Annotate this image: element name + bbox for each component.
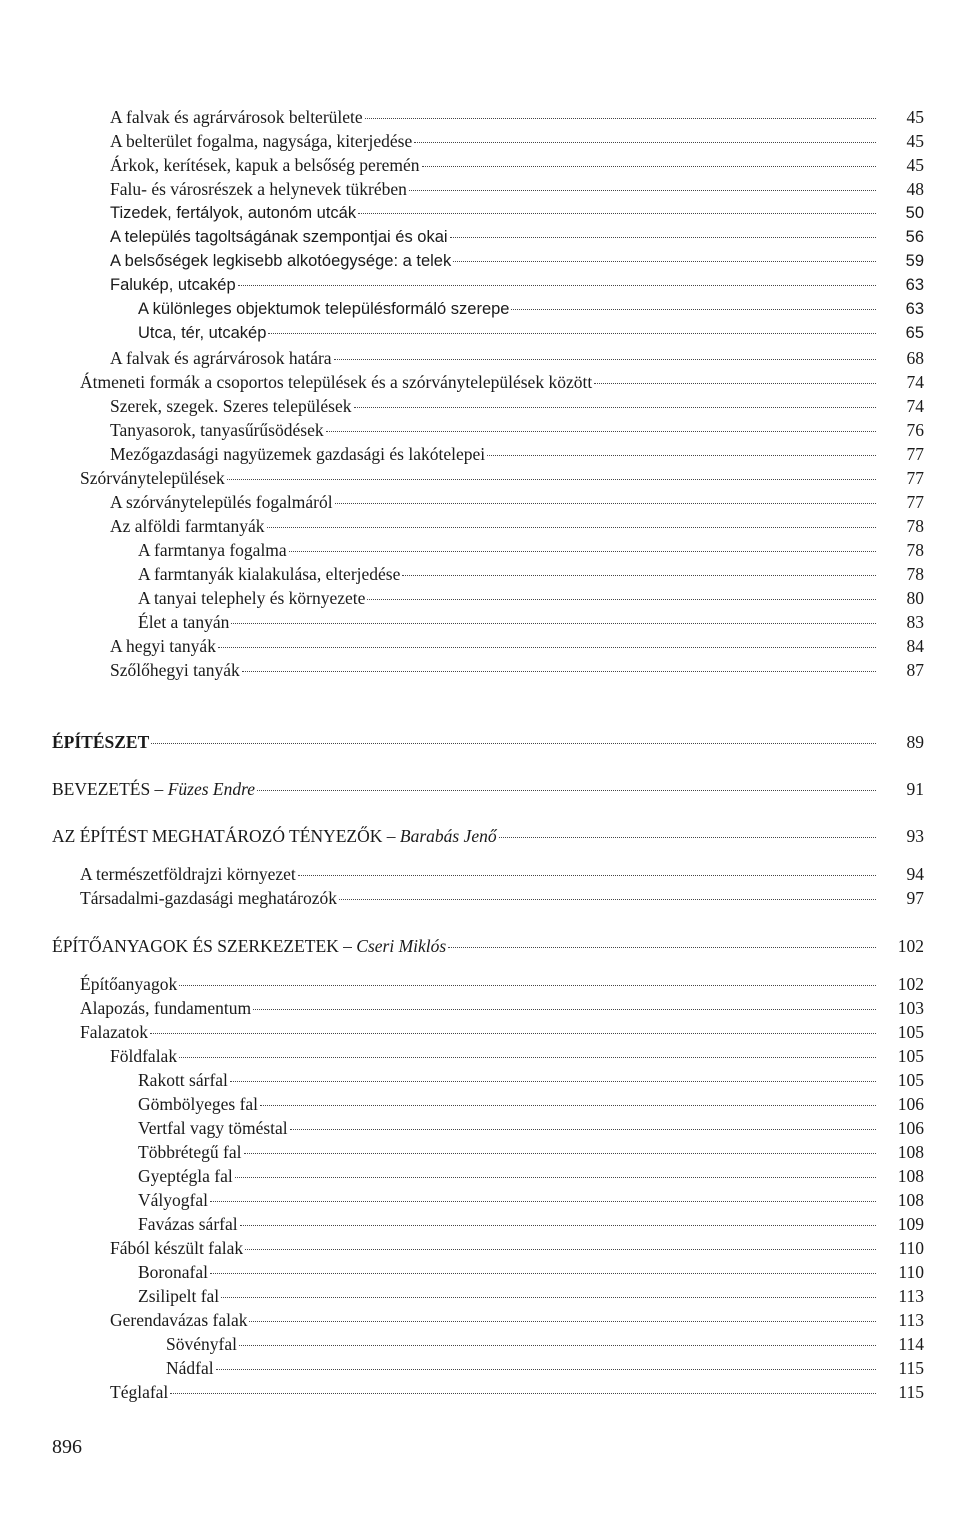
dot-leader <box>267 526 876 528</box>
toc-entry-page: 102 <box>897 936 924 956</box>
toc-entry-title <box>138 1117 288 1139</box>
toc-entry-page: 50 <box>905 204 924 222</box>
toc-entry <box>52 825 924 847</box>
toc-entry <box>80 371 924 393</box>
toc-entry-title <box>110 1045 177 1067</box>
toc-entry-title <box>110 347 332 369</box>
toc-entry <box>138 587 924 609</box>
dot-leader <box>448 946 876 948</box>
toc-entry-page: 108 <box>897 1166 924 1186</box>
dot-leader <box>210 1200 876 1202</box>
dot-leader <box>257 789 876 791</box>
toc-entry-label: Élet a tanyán <box>138 612 230 632</box>
toc-entry <box>110 106 924 128</box>
toc-entry-page: 65 <box>905 324 924 342</box>
toc-entry-label: Utca, tér, utcakép <box>138 324 267 342</box>
toc-entry-label: Alapozás, fundamentum <box>80 998 252 1018</box>
toc-entry-label: Boronafal <box>138 1262 208 1282</box>
toc-entry <box>166 1357 924 1379</box>
toc-entry-page: 80 <box>906 588 924 608</box>
toc-entry-label: A természetföldrajzi környezet <box>80 864 296 884</box>
toc-entry-title <box>110 515 265 537</box>
toc-entry <box>110 1045 924 1067</box>
dot-leader <box>242 670 876 672</box>
toc-entry <box>110 443 924 465</box>
toc-entry-page: 102 <box>897 974 924 994</box>
toc-entry-title <box>138 1213 238 1235</box>
toc-entry-page: 93 <box>906 826 924 846</box>
toc-entry-page: 105 <box>897 1022 924 1042</box>
toc-entry-title <box>138 322 266 344</box>
toc-entry-title <box>80 863 296 885</box>
toc-entry-title <box>110 635 216 657</box>
toc-entry-page: 48 <box>906 179 924 199</box>
toc-entry-title <box>110 274 236 296</box>
toc-entry-title <box>110 178 407 200</box>
toc-entry-label: Falukép, utcakép <box>110 276 236 294</box>
toc-entry-title <box>110 106 363 128</box>
dot-leader <box>210 1272 876 1274</box>
toc-entry-title <box>110 202 356 224</box>
toc-entry-page: 115 <box>898 1382 924 1402</box>
toc-entry-label: Földfalak <box>110 1046 178 1066</box>
dot-leader <box>238 284 876 286</box>
dot-leader <box>298 874 876 876</box>
toc-entry-page: 77 <box>906 468 924 488</box>
toc-entry <box>138 1261 924 1283</box>
toc-entry <box>110 250 924 272</box>
toc-entry-title <box>138 539 287 561</box>
toc-entry-label: Mezőgazdasági nagyüzemek gazdasági és lakótelepei <box>110 444 486 464</box>
toc-entry-page: 74 <box>906 372 924 392</box>
toc-entry-page: 78 <box>906 540 924 560</box>
toc-entry-label: Fából készült falak <box>110 1238 244 1258</box>
toc-entry <box>110 130 924 152</box>
toc-entry <box>110 274 924 296</box>
toc-entry-label: Gerendavázas falak <box>110 1310 248 1330</box>
toc-entry-label: A tanyai telephely és környezete <box>138 588 366 608</box>
toc-entry-label: Vályogfal <box>138 1190 208 1210</box>
toc-entry <box>138 1069 924 1091</box>
toc-entry <box>166 1333 924 1355</box>
dot-leader <box>216 1368 876 1370</box>
toc-entry-title <box>52 731 149 753</box>
toc-entry-title <box>80 887 337 909</box>
toc-entry-label: A farmtanyák kialakulása, elterjedése <box>138 564 401 584</box>
toc-entry-label: A belterület fogalma, nagysága, kiterjedése <box>110 131 413 151</box>
toc-entry-title <box>110 419 324 441</box>
toc-entry-page: 45 <box>906 131 924 151</box>
toc-entry-title <box>110 395 352 417</box>
toc-entry-title <box>80 997 251 1019</box>
toc-entry-label: A hegyi tanyák <box>110 636 216 656</box>
toc-entry <box>138 539 924 561</box>
dot-leader <box>151 742 876 744</box>
toc-entry-label: Tizedek, fertályok, autonóm utcák <box>110 204 357 222</box>
toc-entry-page: 110 <box>898 1238 924 1258</box>
toc-entry <box>110 515 924 537</box>
toc-entry-page: 45 <box>906 107 924 127</box>
dot-leader <box>289 550 876 552</box>
toc-entry <box>52 935 924 957</box>
toc-entry-label: Falu- és városrészek a helynevek tükrében <box>110 179 407 199</box>
dot-leader <box>402 574 876 576</box>
toc-entry-title <box>138 1189 208 1211</box>
toc-entry-page: 74 <box>906 396 924 416</box>
toc-entry-page: 115 <box>898 1358 924 1378</box>
dot-leader <box>240 1224 876 1226</box>
toc-entry-title <box>166 1357 214 1379</box>
toc-entry-label: Árkok, kerítések, kapuk a belsőség peremén <box>110 155 420 175</box>
toc-entry <box>110 395 924 417</box>
toc-entry-label: A szórványtelepülés fogalmáról <box>110 492 333 512</box>
toc-entry-title <box>110 250 451 272</box>
toc-entry-title <box>110 659 240 681</box>
toc-entry <box>138 1093 924 1115</box>
dot-leader <box>290 1128 876 1130</box>
toc-entry-page: 84 <box>906 636 924 656</box>
toc-entry <box>110 1309 924 1331</box>
toc-entry-label: Többrétegű fal <box>138 1142 242 1162</box>
dot-leader <box>499 836 876 838</box>
toc-entry-title <box>80 467 225 489</box>
toc-entry <box>138 1285 924 1307</box>
toc-entry-page: 77 <box>906 444 924 464</box>
toc-entry <box>138 1165 924 1187</box>
toc-entry-title <box>138 1285 219 1307</box>
toc-entry <box>138 322 924 344</box>
dot-leader <box>422 165 876 167</box>
toc-entry-page: 56 <box>905 228 924 246</box>
toc-entry-page: 108 <box>897 1190 924 1210</box>
toc-entry <box>138 1213 924 1235</box>
toc-entry-page: 77 <box>906 492 924 512</box>
dot-leader <box>218 646 876 648</box>
dot-leader <box>179 984 876 986</box>
toc-entry-title <box>110 443 485 465</box>
toc-entry-page: 89 <box>906 732 924 752</box>
toc-entry-page: 113 <box>898 1286 924 1306</box>
toc-entry-page: 87 <box>906 660 924 680</box>
toc-entry-page: 76 <box>906 420 924 440</box>
toc-entry-title <box>110 491 333 513</box>
toc-entry-label: AZ ÉPÍTÉST MEGHATÁROZÓ TÉNYEZŐK – <box>52 826 400 846</box>
toc-entry <box>110 491 924 513</box>
toc-entry-label: Rakott sárfal <box>138 1070 228 1090</box>
toc-entry-author: Füzes Endre <box>167 779 256 799</box>
toc-entry-label: Szőlőhegyi tanyák <box>110 660 240 680</box>
dot-leader <box>414 141 876 143</box>
dot-leader <box>334 358 876 360</box>
toc-entry-page: 105 <box>897 1046 924 1066</box>
toc-entry-label: Szerek, szegek. Szeres települések <box>110 396 352 416</box>
toc-entry-label: Szórványtelepülések <box>80 468 225 488</box>
dot-leader <box>260 1104 876 1106</box>
toc-entry-page: 45 <box>906 155 924 175</box>
toc-entry-title <box>80 371 592 393</box>
toc-entry-label: Sövényfal <box>166 1334 237 1354</box>
dot-leader <box>409 189 876 191</box>
toc-entry <box>138 611 924 633</box>
dot-leader <box>335 502 876 504</box>
toc-entry-title <box>138 611 229 633</box>
toc-entry-title <box>138 587 365 609</box>
toc-entry <box>138 1189 924 1211</box>
toc-entry <box>52 778 924 800</box>
page-number: 896 <box>52 1436 82 1458</box>
toc-entry-label: Nádfal <box>166 1358 214 1378</box>
toc-entry-page: 106 <box>897 1118 924 1138</box>
toc-entry-label: Gömbölyeges fal <box>138 1094 259 1114</box>
dot-leader <box>511 308 876 310</box>
toc-entry-title <box>138 1141 242 1163</box>
dot-leader <box>326 430 876 432</box>
dot-leader <box>150 1032 876 1034</box>
toc-entry-title <box>52 778 255 800</box>
toc-entry-page: 110 <box>898 1262 924 1282</box>
toc-entry-label: A belsőségek legkisebb alkotóegysége: a telek <box>110 252 452 270</box>
toc-entry-page: 94 <box>906 864 924 884</box>
toc-entry-label: A település tagoltságának szempontjai és okai <box>110 228 448 246</box>
dot-leader <box>253 1008 876 1010</box>
toc-entry <box>110 659 924 681</box>
toc-entry-page: 63 <box>905 300 924 318</box>
dot-leader <box>239 1344 876 1346</box>
dot-leader <box>221 1296 876 1298</box>
toc-entry-page: 78 <box>906 564 924 584</box>
dot-leader <box>487 454 876 456</box>
toc-entry-label: Vertfal vagy töméstal <box>138 1118 288 1138</box>
dot-leader <box>268 332 876 334</box>
toc-entry-label: Gyeptégla fal <box>138 1166 233 1186</box>
toc-entry-title <box>138 1165 233 1187</box>
dot-leader <box>230 1080 876 1082</box>
toc-entry <box>110 202 924 224</box>
toc-entry-page: 78 <box>906 516 924 536</box>
dot-leader <box>354 406 877 408</box>
toc-entry-title <box>166 1333 237 1355</box>
toc-entry-page: 91 <box>906 779 924 799</box>
toc-entry-page: 97 <box>906 888 924 908</box>
toc-entry-label: A falvak és agrárvárosok határa <box>110 348 332 368</box>
toc-entry-title <box>138 1069 228 1091</box>
toc-entry <box>110 154 924 176</box>
toc-entry-label: A falvak és agrárvárosok belterülete <box>110 107 363 127</box>
toc-entry <box>80 863 924 885</box>
toc-entry <box>80 467 924 489</box>
toc-entry-title <box>110 1237 243 1259</box>
toc-entry-label: Az alföldi farmtanyák <box>110 516 265 536</box>
toc-entry-label: ÉPÍTŐANYAGOK ÉS SZERKEZETEK – <box>52 936 357 956</box>
dot-leader <box>367 598 876 600</box>
toc-entry <box>80 997 924 1019</box>
toc-entry <box>138 1141 924 1163</box>
toc-entry-title <box>80 973 177 995</box>
toc-entry-title <box>138 563 400 585</box>
toc-entry-title <box>80 1021 148 1043</box>
toc-entry-title <box>138 1093 258 1115</box>
toc-entry-label: ÉPÍTÉSZET <box>52 732 150 752</box>
dot-leader <box>231 622 876 624</box>
toc-entry-label: Tanyasorok, tanyasűrűsödések <box>110 420 324 440</box>
dot-leader <box>227 478 876 480</box>
toc-entry-title <box>138 1261 208 1283</box>
toc-entry-page: 63 <box>905 276 924 294</box>
dot-leader <box>453 260 876 262</box>
toc-entry-page: 113 <box>898 1310 924 1330</box>
toc-entry-label: A különleges objektumok településformáló szerepe <box>138 300 510 318</box>
toc-entry <box>138 298 924 320</box>
toc-entry-page: 108 <box>897 1142 924 1162</box>
dot-leader <box>594 382 876 384</box>
dot-leader <box>249 1320 876 1322</box>
toc-entry <box>110 347 924 369</box>
toc-entry-title <box>110 1309 247 1331</box>
toc-entry-label: Társadalmi-gazdasági meghatározók <box>80 888 338 908</box>
dot-leader <box>365 117 876 119</box>
toc-entry-label: Téglafal <box>110 1382 169 1402</box>
toc-entry-page: 59 <box>905 252 924 270</box>
dot-leader <box>339 898 876 900</box>
toc-entry <box>80 887 924 909</box>
toc-entry-title <box>52 825 497 847</box>
toc-entry <box>52 731 924 753</box>
toc-entry <box>110 419 924 441</box>
toc-entry-label: Átmeneti formák a csoportos települések és a szórványtelepülések között <box>80 372 593 392</box>
toc-entry <box>80 973 924 995</box>
toc-entry-page: 109 <box>897 1214 924 1234</box>
toc-entry <box>138 1117 924 1139</box>
toc-entry-label: Falazatok <box>80 1022 149 1042</box>
dot-leader <box>244 1152 877 1154</box>
toc-entry-page: 106 <box>897 1094 924 1114</box>
toc-entry-label: A farmtanya fogalma <box>138 540 287 560</box>
toc-entry-page: 103 <box>897 998 924 1018</box>
toc-entry <box>110 178 924 200</box>
toc-entry-label: BEVEZETÉS – <box>52 779 168 799</box>
toc-entry-title <box>138 298 509 320</box>
toc-entry-title <box>110 130 412 152</box>
toc-entry-title <box>110 154 420 176</box>
toc-entry-page: 68 <box>906 348 924 368</box>
toc-entry <box>110 226 924 248</box>
dot-leader <box>179 1056 876 1058</box>
toc-entry-page: 105 <box>897 1070 924 1090</box>
toc-entry-title <box>110 1381 168 1403</box>
toc-entry-title <box>52 935 446 957</box>
toc-entry <box>110 1237 924 1259</box>
toc-entry-author: Cseri Miklós <box>356 936 447 956</box>
toc-entry-label: Építőanyagok <box>80 974 178 994</box>
toc-entry-page: 83 <box>906 612 924 632</box>
dot-leader <box>170 1392 876 1394</box>
toc-entry <box>110 635 924 657</box>
toc-entry-label: Favázas sárfal <box>138 1214 238 1234</box>
toc-entry <box>110 1381 924 1403</box>
toc-entry-author: Barabás Jenő <box>399 826 497 846</box>
dot-leader <box>245 1248 876 1250</box>
toc-entry <box>138 563 924 585</box>
dot-leader <box>450 236 876 238</box>
dot-leader <box>235 1176 876 1178</box>
dot-leader <box>358 212 876 214</box>
toc-entry <box>80 1021 924 1043</box>
toc-entry-title <box>110 226 448 248</box>
toc-entry-label: Zsilipelt fal <box>138 1286 220 1306</box>
toc-entry-page: 114 <box>898 1334 924 1354</box>
